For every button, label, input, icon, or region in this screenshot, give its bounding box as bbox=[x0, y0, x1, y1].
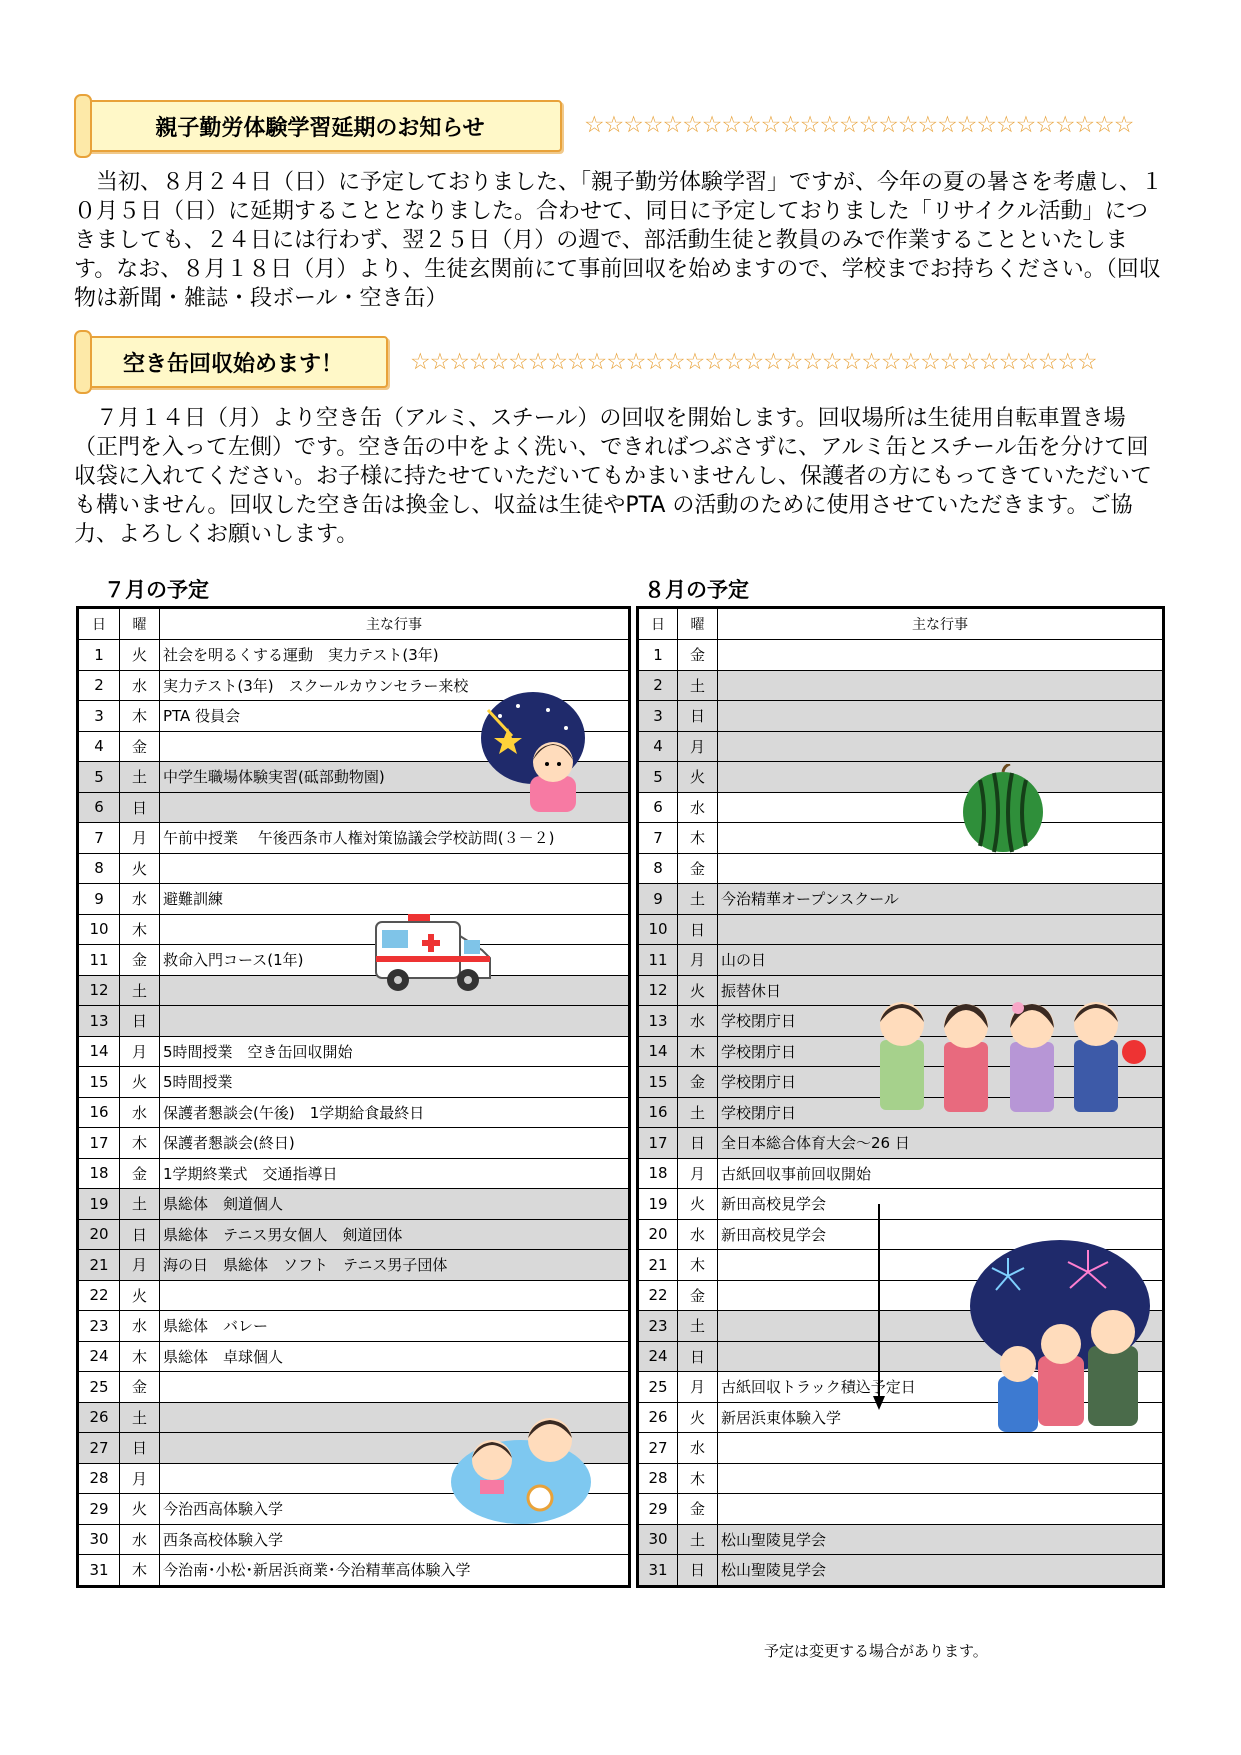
yukata-kids-icon bbox=[862, 992, 1148, 1122]
table-row bbox=[78, 1311, 630, 1342]
table-row bbox=[638, 1494, 1164, 1525]
weekday-cell: 金 bbox=[678, 1494, 718, 1525]
day-cell: 13 bbox=[638, 1006, 678, 1037]
event-cell: 避難訓練 bbox=[160, 884, 630, 915]
event-cell: 救命入門コース(1年) bbox=[160, 945, 630, 976]
event-cell: 学校閉庁日 bbox=[718, 1067, 1164, 1098]
event-cell: 県総体 卓球個人 bbox=[160, 1341, 630, 1372]
event-cell bbox=[718, 914, 1164, 945]
section1-stars: ☆☆☆☆☆☆☆☆☆☆☆☆☆☆☆☆☆☆☆☆☆☆☆☆☆☆☆☆ bbox=[584, 112, 1134, 138]
weekday-cell: 火 bbox=[678, 1189, 718, 1220]
weekday-cell: 火 bbox=[678, 762, 718, 793]
day-cell: 5 bbox=[78, 762, 120, 793]
day-cell: 16 bbox=[638, 1097, 678, 1128]
event-cell: 松山聖陵見学会 bbox=[718, 1555, 1164, 1587]
weekday-cell: 土 bbox=[120, 1402, 160, 1433]
weekday-cell: 土 bbox=[678, 1097, 718, 1128]
weekday-cell: 木 bbox=[120, 701, 160, 732]
event-cell bbox=[718, 640, 1164, 671]
weekday-cell: 土 bbox=[678, 884, 718, 915]
day-cell: 11 bbox=[638, 945, 678, 976]
event-cell: 古紙回収トラック積込予定日 bbox=[718, 1372, 1164, 1403]
weekday-cell: 火 bbox=[120, 853, 160, 884]
weekday-cell: 火 bbox=[120, 640, 160, 671]
day-cell: 22 bbox=[638, 1280, 678, 1311]
table-row bbox=[78, 1036, 630, 1067]
weekday-cell: 土 bbox=[678, 670, 718, 701]
event-cell: 今治西高体験入学 bbox=[160, 1494, 630, 1525]
day-cell: 30 bbox=[78, 1524, 120, 1555]
table-row bbox=[638, 823, 1164, 854]
down-arrow-icon bbox=[872, 1204, 886, 1410]
table-row bbox=[78, 853, 630, 884]
table-row bbox=[78, 1280, 630, 1311]
schedule-change-note: 予定は変更する場合があります。 bbox=[764, 1642, 988, 1660]
table-row bbox=[638, 701, 1164, 732]
event-cell bbox=[718, 670, 1164, 701]
event-cell: 全日本総合体育大会～26 日 bbox=[718, 1128, 1164, 1159]
event-cell: 西条高校体験入学 bbox=[160, 1524, 630, 1555]
day-cell: 7 bbox=[638, 823, 678, 854]
day-cell: 19 bbox=[78, 1189, 120, 1220]
weekday-cell: 日 bbox=[120, 792, 160, 823]
table-row bbox=[638, 914, 1164, 945]
weekday-cell: 月 bbox=[120, 1036, 160, 1067]
day-cell: 25 bbox=[78, 1372, 120, 1403]
day-cell: 9 bbox=[78, 884, 120, 915]
event-cell bbox=[718, 1463, 1164, 1494]
day-cell: 27 bbox=[78, 1433, 120, 1464]
day-cell: 22 bbox=[78, 1280, 120, 1311]
section1-body: 当初、８月２４日（日）に予定しておりました、「親子勤労体験学習」ですが、今年の夏の暑さを考慮し、１０月５日（日）に延期することとなりました。合わせて、同日に予定しておりました「リサイクル活動」につきましても、２４日には行わず、翌２５日（月）の週で、部活動生徒と教員のみで作業することといたします。なお、８月１８日（月）より、生徒玄関前にて事前回収を始めますので、学校までお持ちください。（回収物は新聞・雑誌・段ボール・空き缶） bbox=[74, 170, 1164, 311]
event-cell: 山の日 bbox=[718, 945, 1164, 976]
day-cell: 26 bbox=[638, 1402, 678, 1433]
day-cell: 29 bbox=[638, 1494, 678, 1525]
day-cell: 21 bbox=[638, 1250, 678, 1281]
weekday-cell: 水 bbox=[678, 1219, 718, 1250]
section1-heading-banner bbox=[78, 100, 562, 152]
event-cell bbox=[718, 701, 1164, 732]
table-row bbox=[638, 640, 1164, 671]
fireworks-family-icon bbox=[968, 1236, 1152, 1436]
weekday-cell: 木 bbox=[678, 823, 718, 854]
day-cell: 7 bbox=[78, 823, 120, 854]
table-row bbox=[78, 1555, 630, 1587]
day-cell: 23 bbox=[638, 1311, 678, 1342]
weekday-cell: 金 bbox=[678, 1280, 718, 1311]
weekday-cell: 金 bbox=[120, 1158, 160, 1189]
event-cell bbox=[718, 792, 1164, 823]
event-cell bbox=[718, 731, 1164, 762]
section2-heading: 空き缶回収始めます！ bbox=[122, 351, 343, 377]
event-cell bbox=[718, 762, 1164, 793]
day-cell: 19 bbox=[638, 1189, 678, 1220]
event-cell bbox=[718, 1433, 1164, 1464]
day-cell: 12 bbox=[638, 975, 678, 1006]
star-child-icon bbox=[478, 688, 588, 812]
day-cell: 14 bbox=[78, 1036, 120, 1067]
event-cell: 保護者懇談会(午後) 1学期給食最終日 bbox=[160, 1097, 630, 1128]
day-header: 日 bbox=[78, 608, 120, 640]
weekday-header: 曜 bbox=[678, 608, 718, 640]
event-cell: 新田高校見学会 bbox=[718, 1219, 1164, 1250]
day-header: 日 bbox=[638, 608, 678, 640]
day-cell: 1 bbox=[638, 640, 678, 671]
weekday-cell: 日 bbox=[678, 1128, 718, 1159]
event-cell bbox=[718, 823, 1164, 854]
weekday-cell: 水 bbox=[120, 1311, 160, 1342]
day-cell: 21 bbox=[78, 1250, 120, 1281]
day-cell: 10 bbox=[78, 914, 120, 945]
event-cell bbox=[160, 1372, 630, 1403]
scroll-curl-icon bbox=[74, 94, 92, 158]
table-row bbox=[78, 1097, 630, 1128]
weekday-header: 曜 bbox=[120, 608, 160, 640]
event-cell: 学校閉庁日 bbox=[718, 1006, 1164, 1037]
event-cell: 実力テスト(3年) スクールカウンセラー来校 bbox=[160, 670, 630, 701]
day-cell: 10 bbox=[638, 914, 678, 945]
weekday-cell: 金 bbox=[678, 640, 718, 671]
table-row bbox=[638, 1158, 1164, 1189]
table-row bbox=[638, 853, 1164, 884]
table-row bbox=[638, 1524, 1164, 1555]
day-cell: 6 bbox=[78, 792, 120, 823]
scroll-curl-icon bbox=[74, 330, 92, 394]
table-row bbox=[78, 1372, 630, 1403]
event-cell: 新田高校見学会 bbox=[718, 1189, 1164, 1220]
weekday-cell: 火 bbox=[120, 1067, 160, 1098]
event-cell: 県総体 バレー bbox=[160, 1311, 630, 1342]
event-cell: 中学生職場体験実習(砥部動物園) bbox=[160, 762, 630, 793]
day-cell: 15 bbox=[78, 1067, 120, 1098]
weekday-cell: 月 bbox=[678, 945, 718, 976]
event-cell: 新居浜東体験入学 bbox=[718, 1402, 1164, 1433]
table-header-row bbox=[638, 608, 1164, 640]
table-row bbox=[78, 1128, 630, 1159]
day-cell: 28 bbox=[638, 1463, 678, 1494]
weekday-cell: 土 bbox=[120, 762, 160, 793]
day-cell: 31 bbox=[638, 1555, 678, 1587]
weekday-cell: 木 bbox=[120, 914, 160, 945]
day-cell: 4 bbox=[78, 731, 120, 762]
day-cell: 1 bbox=[78, 640, 120, 671]
weekday-cell: 火 bbox=[120, 1280, 160, 1311]
event-cell: 古紙回収事前回収開始 bbox=[718, 1158, 1164, 1189]
event-cell: 社会を明るくする運動 実力テスト(3年) bbox=[160, 640, 630, 671]
table-row bbox=[78, 1219, 630, 1250]
table-header-row bbox=[78, 608, 630, 640]
weekday-cell: 木 bbox=[678, 1036, 718, 1067]
table-row bbox=[638, 731, 1164, 762]
day-cell: 2 bbox=[638, 670, 678, 701]
table-row bbox=[638, 1433, 1164, 1464]
table-row bbox=[638, 945, 1164, 976]
weekday-cell: 金 bbox=[120, 1372, 160, 1403]
table-row bbox=[78, 914, 630, 945]
table-row bbox=[78, 1250, 630, 1281]
weekday-cell: 土 bbox=[120, 975, 160, 1006]
weekday-cell: 月 bbox=[120, 1250, 160, 1281]
event-cell: 保護者懇談会(終日) bbox=[160, 1128, 630, 1159]
event-cell: 県総体 テニス男女個人 剣道団体 bbox=[160, 1219, 630, 1250]
weekday-cell: 土 bbox=[678, 1524, 718, 1555]
weekday-cell: 火 bbox=[678, 1402, 718, 1433]
table-row bbox=[638, 1463, 1164, 1494]
table-row bbox=[638, 1555, 1164, 1587]
table-row bbox=[78, 945, 630, 976]
weekday-cell: 日 bbox=[120, 1006, 160, 1037]
day-cell: 24 bbox=[78, 1341, 120, 1372]
event-header: 主な行事 bbox=[718, 608, 1164, 640]
event-cell: 松山聖陵見学会 bbox=[718, 1524, 1164, 1555]
day-cell: 17 bbox=[638, 1128, 678, 1159]
weekday-cell: 水 bbox=[678, 1006, 718, 1037]
weekday-cell: 木 bbox=[678, 1463, 718, 1494]
day-cell: 15 bbox=[638, 1067, 678, 1098]
day-cell: 9 bbox=[638, 884, 678, 915]
event-cell bbox=[160, 853, 630, 884]
table-row bbox=[78, 975, 630, 1006]
weekday-cell: 水 bbox=[120, 884, 160, 915]
event-header: 主な行事 bbox=[160, 608, 630, 640]
event-cell: 振替休日 bbox=[718, 975, 1164, 1006]
section2-body: ７月１４日（月）より空き缶（アルミ、スチール）の回収を開始します。回収場所は生徒用自転車置き場（正門を入って左側）です。空き缶の中をよく洗い、できればつぶさずに、アルミ缶とスチール缶を分けて回収袋に入れてください。お子様に持たせていただいてもかまいませんし、保護者の方にもってきていただいても構いません。回収した空き缶は換金し、収益は生徒やPTA の活動のために使用させていただきます。ご協力、よろしくお願いします。 bbox=[74, 406, 1153, 547]
weekday-cell: 月 bbox=[678, 1158, 718, 1189]
weekday-cell: 木 bbox=[678, 1250, 718, 1281]
weekday-cell: 水 bbox=[120, 670, 160, 701]
day-cell: 30 bbox=[638, 1524, 678, 1555]
day-cell: 26 bbox=[78, 1402, 120, 1433]
july-title: ７月の予定 bbox=[104, 578, 209, 602]
event-cell: 5時間授業 空き缶回収開始 bbox=[160, 1036, 630, 1067]
weekday-cell: 木 bbox=[120, 1555, 160, 1587]
day-cell: 5 bbox=[638, 762, 678, 793]
august-title: ８月の予定 bbox=[644, 578, 749, 602]
day-cell: 3 bbox=[78, 701, 120, 732]
swimming-kids-icon bbox=[446, 1402, 596, 1526]
weekday-cell: 日 bbox=[678, 1555, 718, 1587]
table-row bbox=[638, 670, 1164, 701]
weekday-cell: 火 bbox=[120, 1494, 160, 1525]
table-row bbox=[78, 1341, 630, 1372]
event-cell bbox=[160, 1006, 630, 1037]
ambulance-icon bbox=[372, 912, 494, 994]
table-row bbox=[638, 1189, 1164, 1220]
weekday-cell: 月 bbox=[120, 1463, 160, 1494]
table-row bbox=[78, 1158, 630, 1189]
weekday-cell: 月 bbox=[678, 731, 718, 762]
day-cell: 13 bbox=[78, 1006, 120, 1037]
event-cell: 学校閉庁日 bbox=[718, 1036, 1164, 1067]
weekday-cell: 木 bbox=[120, 1128, 160, 1159]
day-cell: 20 bbox=[78, 1219, 120, 1250]
day-cell: 14 bbox=[638, 1036, 678, 1067]
day-cell: 31 bbox=[78, 1555, 120, 1587]
event-cell: 県総体 剣道個人 bbox=[160, 1189, 630, 1220]
section2-heading-banner bbox=[78, 336, 388, 388]
event-cell: 1学期終業式 交通指導日 bbox=[160, 1158, 630, 1189]
day-cell: 2 bbox=[78, 670, 120, 701]
day-cell: 8 bbox=[78, 853, 120, 884]
day-cell: 17 bbox=[78, 1128, 120, 1159]
table-row bbox=[638, 792, 1164, 823]
event-cell: 海の日 県総体 ソフト テニス男子団体 bbox=[160, 1250, 630, 1281]
weekday-cell: 日 bbox=[678, 914, 718, 945]
event-cell: 今治精華オープンスクール bbox=[718, 884, 1164, 915]
event-cell: PTA 役員会 bbox=[160, 701, 630, 732]
event-cell: 5時間授業 bbox=[160, 1067, 630, 1098]
event-cell: 今治南･小松･新居浜商業･今治精華高体験入学 bbox=[160, 1555, 630, 1587]
weekday-cell: 金 bbox=[120, 731, 160, 762]
day-cell: 8 bbox=[638, 853, 678, 884]
day-cell: 23 bbox=[78, 1311, 120, 1342]
weekday-cell: 水 bbox=[120, 1524, 160, 1555]
day-cell: 18 bbox=[78, 1158, 120, 1189]
weekday-cell: 日 bbox=[678, 701, 718, 732]
weekday-cell: 金 bbox=[120, 945, 160, 976]
event-cell: 午前中授業 午後西条市人権対策協議会学校訪問(３－２) bbox=[160, 823, 630, 854]
table-row bbox=[78, 884, 630, 915]
day-cell: 27 bbox=[638, 1433, 678, 1464]
section2-stars: ☆☆☆☆☆☆☆☆☆☆☆☆☆☆☆☆☆☆☆☆☆☆☆☆☆☆☆☆☆☆☆☆☆☆☆ bbox=[410, 349, 1097, 375]
weekday-cell: 水 bbox=[120, 1097, 160, 1128]
weekday-cell: 水 bbox=[678, 1433, 718, 1464]
day-cell: 18 bbox=[638, 1158, 678, 1189]
weekday-cell: 月 bbox=[678, 1372, 718, 1403]
day-cell: 29 bbox=[78, 1494, 120, 1525]
day-cell: 20 bbox=[638, 1219, 678, 1250]
table-row bbox=[638, 884, 1164, 915]
weekday-cell: 月 bbox=[120, 823, 160, 854]
table-row bbox=[78, 640, 630, 671]
day-cell: 4 bbox=[638, 731, 678, 762]
day-cell: 25 bbox=[638, 1372, 678, 1403]
table-row bbox=[78, 1067, 630, 1098]
table-row bbox=[78, 1524, 630, 1555]
day-cell: 12 bbox=[78, 975, 120, 1006]
weekday-cell: 火 bbox=[678, 975, 718, 1006]
weekday-cell: 日 bbox=[678, 1341, 718, 1372]
event-cell bbox=[160, 1280, 630, 1311]
weekday-cell: 水 bbox=[678, 792, 718, 823]
weekday-cell: 日 bbox=[120, 1433, 160, 1464]
table-row bbox=[78, 1189, 630, 1220]
weekday-cell: 金 bbox=[678, 1067, 718, 1098]
event-cell bbox=[718, 1494, 1164, 1525]
day-cell: 16 bbox=[78, 1097, 120, 1128]
watermelon-icon bbox=[960, 764, 1046, 854]
weekday-cell: 木 bbox=[120, 1341, 160, 1372]
weekday-cell: 土 bbox=[120, 1189, 160, 1220]
table-row bbox=[638, 1128, 1164, 1159]
event-cell: 学校閉庁日 bbox=[718, 1097, 1164, 1128]
day-cell: 11 bbox=[78, 945, 120, 976]
day-cell: 28 bbox=[78, 1463, 120, 1494]
table-row bbox=[78, 823, 630, 854]
event-cell bbox=[718, 853, 1164, 884]
day-cell: 24 bbox=[638, 1341, 678, 1372]
weekday-cell: 金 bbox=[678, 853, 718, 884]
weekday-cell: 日 bbox=[120, 1219, 160, 1250]
day-cell: 3 bbox=[638, 701, 678, 732]
table-row bbox=[638, 762, 1164, 793]
day-cell: 6 bbox=[638, 792, 678, 823]
section1-heading: 親子勤労体験学習延期のお知らせ bbox=[155, 115, 485, 141]
table-row bbox=[78, 1006, 630, 1037]
weekday-cell: 土 bbox=[678, 1311, 718, 1342]
